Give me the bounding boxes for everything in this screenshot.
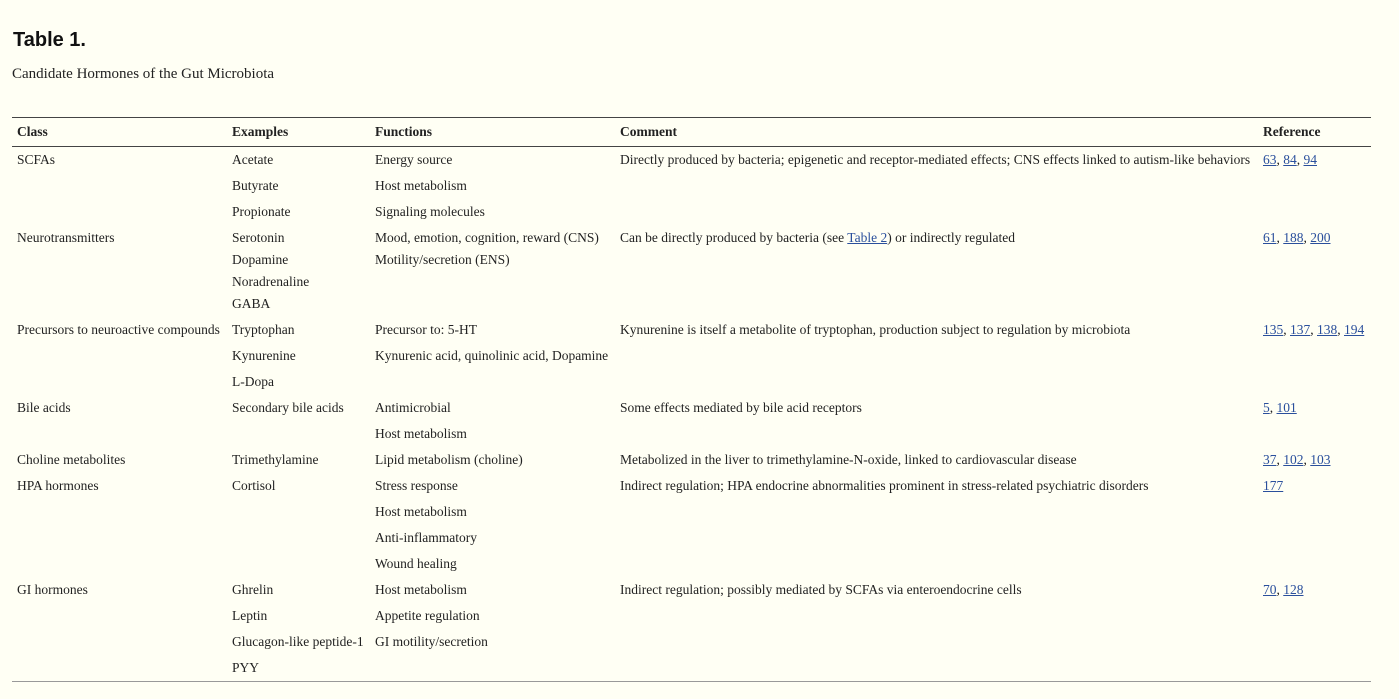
table-row xyxy=(12,473,1371,577)
header-reference: Reference xyxy=(1258,118,1371,147)
reference-link[interactable]: 84 xyxy=(1283,152,1297,167)
comment-text: Indirect regulation; possibly mediated by SCFAs via enteroendocrine cells xyxy=(620,582,1022,597)
reference-separator: , xyxy=(1276,152,1284,167)
cell-class: SCFAs xyxy=(17,152,56,167)
function-item: Energy source xyxy=(375,152,453,167)
table-body xyxy=(12,147,1371,682)
cell-reference xyxy=(1258,147,1371,226)
function-item: Host metabolism xyxy=(375,504,467,519)
cell-examples xyxy=(227,395,370,447)
cell-comment xyxy=(615,317,1258,395)
cell-class: GI hormones xyxy=(12,577,227,682)
reference-separator: , xyxy=(1283,322,1290,337)
cell-reference xyxy=(1258,447,1371,473)
reference-link[interactable]: 103 xyxy=(1310,452,1331,467)
cell-comment xyxy=(615,473,1258,577)
example-item: Secondary bile acids xyxy=(232,400,344,415)
comment-text: Some effects mediated by bile acid receptors xyxy=(620,400,862,415)
function-item: Wound healing xyxy=(375,556,457,571)
reference-link[interactable]: 5 xyxy=(1263,400,1270,415)
function-item: GI motility/secretion xyxy=(375,634,488,649)
table-row xyxy=(12,317,1371,395)
reference-separator: , xyxy=(1310,322,1317,337)
cell-examples xyxy=(227,447,370,473)
comment-text: Can be directly produced by bacteria (see xyxy=(620,230,848,245)
reference-link[interactable]: 61 xyxy=(1263,230,1277,245)
table-label: Table 1. xyxy=(13,29,86,51)
function-item: Mood, emotion, cognition, reward (CNS) xyxy=(375,230,599,245)
table-row xyxy=(12,225,1371,317)
cell-functions xyxy=(370,395,615,447)
function-item: Appetite regulation xyxy=(375,608,480,623)
header-examples: Examples xyxy=(227,118,370,147)
function-item: Kynurenic acid, quinolinic acid, Dopamine xyxy=(375,348,609,363)
example-item: L-Dopa xyxy=(232,374,274,389)
reference-separator: , xyxy=(1303,452,1311,467)
comment-text: Directly produced by bacteria; epigenetic and receptor-mediated effects; CNS effects linked to autism-like behaviors xyxy=(620,152,1251,167)
table-header-row xyxy=(12,118,1371,147)
cell-examples xyxy=(227,147,370,226)
function-item: Stress response xyxy=(375,478,458,493)
reference-link[interactable]: 135 xyxy=(1263,322,1284,337)
reference-separator: , xyxy=(1276,582,1284,597)
function-item: Host metabolism xyxy=(375,426,467,441)
reference-separator: , xyxy=(1337,322,1344,337)
table-caption: Candidate Hormones of the Gut Microbiota xyxy=(12,66,275,82)
cell-class: Choline metabolites xyxy=(17,452,126,467)
example-item: PYY xyxy=(232,660,260,675)
function-item: Host metabolism xyxy=(375,582,467,597)
example-item: Serotonin xyxy=(232,230,285,245)
cell-functions xyxy=(370,317,615,395)
example-item: Kynurenine xyxy=(232,348,296,363)
cell-class: Precursors to neuroactive compounds xyxy=(17,322,220,337)
comment-text: Indirect regulation; HPA endocrine abnormalities prominent in stress-related psychiatric disorders xyxy=(620,478,1149,493)
reference-link[interactable]: 70 xyxy=(1263,582,1277,597)
table-row xyxy=(12,577,1371,682)
reference-link[interactable]: 102 xyxy=(1283,452,1304,467)
reference-separator: , xyxy=(1296,152,1304,167)
function-item: Host metabolism xyxy=(375,178,467,193)
reference-link[interactable]: 137 xyxy=(1290,322,1311,337)
cell-comment xyxy=(615,577,1258,682)
reference-separator: , xyxy=(1276,452,1284,467)
reference-separator: , xyxy=(1276,230,1284,245)
example-item: Butyrate xyxy=(232,178,279,193)
table-row xyxy=(12,395,1371,447)
cell-functions xyxy=(370,147,615,226)
header-class: Class xyxy=(12,118,227,147)
cell-comment xyxy=(615,225,1258,317)
comment-text-after-link: ) or indirectly regulated xyxy=(887,230,1016,245)
reference-link[interactable]: 63 xyxy=(1263,152,1277,167)
reference-separator: , xyxy=(1303,230,1311,245)
cell-comment xyxy=(615,395,1258,447)
example-item: Ghrelin xyxy=(232,582,274,597)
reference-link[interactable]: 94 xyxy=(1303,152,1317,167)
function-item: Motility/secretion (ENS) xyxy=(375,252,510,267)
reference-link[interactable]: 194 xyxy=(1344,322,1365,337)
cell-reference xyxy=(1258,473,1371,577)
cell-functions xyxy=(370,447,615,473)
cell-examples xyxy=(227,577,370,682)
reference-link[interactable]: 101 xyxy=(1276,400,1297,415)
cell-reference xyxy=(1258,317,1371,395)
reference-link[interactable]: 177 xyxy=(1263,478,1284,493)
reference-link[interactable]: 128 xyxy=(1283,582,1304,597)
cell-class: Neurotransmitters xyxy=(17,230,115,245)
comment-text: Kynurenine is itself a metabolite of tryptophan, production subject to regulation by microbiota xyxy=(620,322,1131,337)
cell-comment xyxy=(615,447,1258,473)
cell-functions xyxy=(370,577,615,682)
example-item: Propionate xyxy=(232,204,291,219)
table-row xyxy=(12,147,1371,226)
cell-functions xyxy=(370,473,615,577)
comment-text: Metabolized in the liver to trimethylamine-N-oxide, linked to cardiovascular disease xyxy=(620,452,1077,467)
table-row xyxy=(12,447,1371,473)
reference-separator: , xyxy=(1269,400,1277,415)
cell-class: HPA hormones xyxy=(17,478,99,493)
function-item: Signaling molecules xyxy=(375,204,485,219)
table-2-link[interactable]: Table 2 xyxy=(847,230,888,245)
cell-reference xyxy=(1258,577,1371,682)
hormones-table xyxy=(12,117,1371,682)
function-item: Antimicrobial xyxy=(375,400,451,415)
cell-reference xyxy=(1258,225,1371,317)
example-item: Acetate xyxy=(232,152,274,167)
function-item: Precursor to: 5-HT xyxy=(375,322,477,337)
cell-examples xyxy=(227,317,370,395)
cell-class: Bile acids xyxy=(17,400,71,415)
reference-link[interactable]: 200 xyxy=(1310,230,1331,245)
reference-link[interactable]: 138 xyxy=(1317,322,1338,337)
reference-link[interactable]: 37 xyxy=(1263,452,1277,467)
example-item: Trimethylamine xyxy=(232,452,319,467)
example-item: Leptin xyxy=(232,608,268,623)
cell-examples xyxy=(227,225,370,317)
example-item: Dopamine xyxy=(232,252,289,267)
cell-reference xyxy=(1258,395,1371,447)
header-functions: Functions xyxy=(370,118,615,147)
example-item: Cortisol xyxy=(232,478,276,493)
cell-examples xyxy=(227,473,370,577)
function-item: Anti-inflammatory xyxy=(375,530,477,545)
example-item: Noradrenaline xyxy=(232,274,310,289)
example-item: Glucagon-like peptide-1 xyxy=(232,634,364,649)
cell-comment xyxy=(615,147,1258,226)
example-item: GABA xyxy=(232,296,271,311)
function-item: Lipid metabolism (choline) xyxy=(375,452,523,467)
cell-functions xyxy=(370,225,615,317)
header-comment: Comment xyxy=(615,118,1258,147)
example-item: Tryptophan xyxy=(232,322,295,337)
reference-link[interactable]: 188 xyxy=(1283,230,1304,245)
